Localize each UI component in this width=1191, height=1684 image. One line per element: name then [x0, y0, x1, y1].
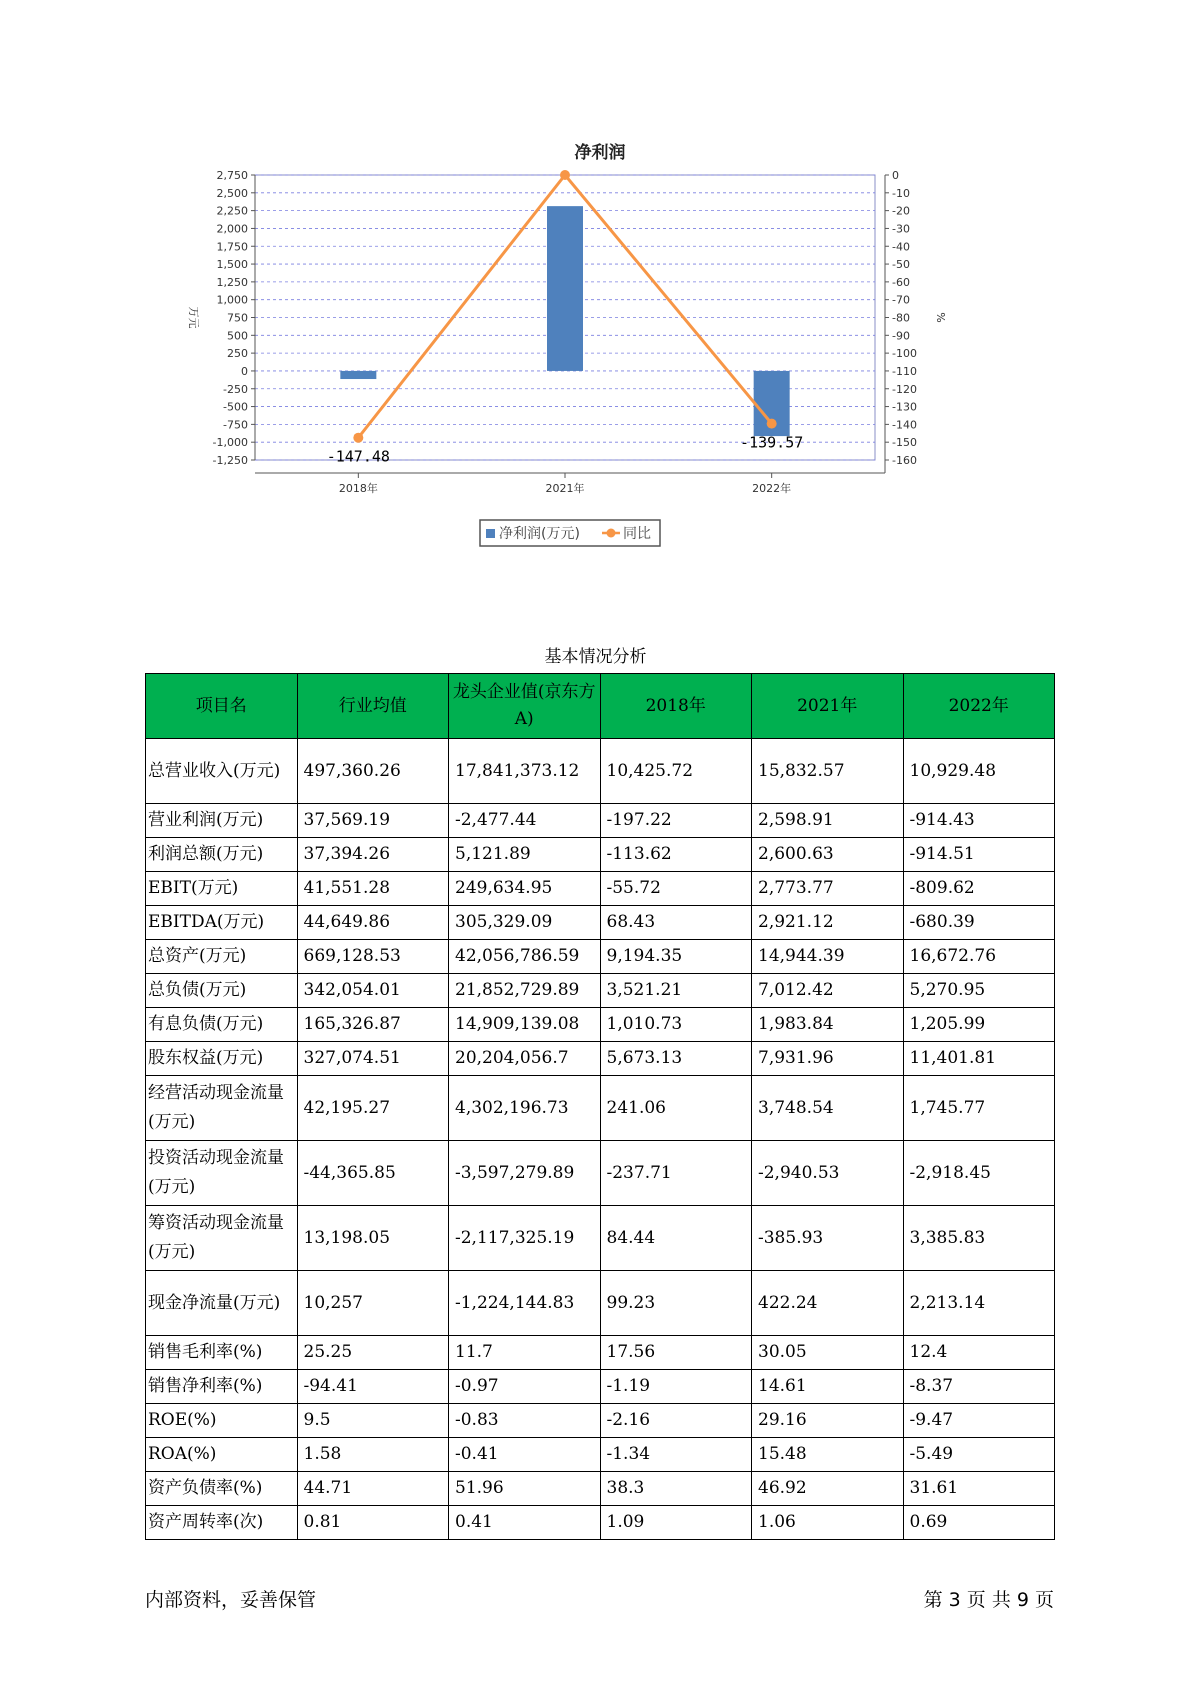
value-cell: -0.41: [449, 1438, 601, 1472]
value-cell: 305,329.09: [449, 906, 601, 940]
value-cell: 99.23: [600, 1271, 752, 1336]
basic-analysis-table: [145, 673, 1055, 1540]
y-tick-label: -1,000: [212, 436, 248, 450]
chart-legend: [480, 520, 660, 546]
header-2018: 2018年: [600, 674, 752, 739]
value-cell: 1,205.99: [903, 1008, 1055, 1042]
value-cell: 7,012.42: [752, 974, 904, 1008]
value-cell: 3,385.83: [903, 1206, 1055, 1271]
y2-tick-label: -70: [892, 293, 910, 307]
y2-tick-label: -50: [892, 258, 910, 272]
row-label-cell: 销售净利率(%): [146, 1370, 298, 1404]
value-cell: -1,224,144.83: [449, 1271, 601, 1336]
table-header-row: [146, 674, 1055, 739]
value-cell: 11,401.81: [903, 1042, 1055, 1076]
value-cell: 11.7: [449, 1336, 601, 1370]
table-row: [146, 1206, 1055, 1271]
y-tick-label: 1,750: [216, 240, 248, 254]
value-cell: 37,394.26: [297, 838, 449, 872]
table-row: [146, 1042, 1055, 1076]
value-cell: -385.93: [752, 1206, 904, 1271]
row-label-cell: 筹资活动现金流量(万元): [146, 1206, 298, 1271]
y-tick-label: 2,750: [216, 169, 248, 182]
header-industry-avg: 行业均值: [297, 674, 449, 739]
value-cell: 3,748.54: [752, 1076, 904, 1141]
value-cell: -55.72: [600, 872, 752, 906]
y-tick-label: 1,250: [216, 275, 248, 289]
footer-confidential: 内部资料，妥善保管: [145, 1589, 317, 1611]
legend-line-marker: [607, 529, 616, 538]
value-cell: -914.51: [903, 838, 1055, 872]
value-cell: 84.44: [600, 1206, 752, 1271]
y-tick-label: 2,250: [216, 204, 248, 218]
value-cell: 249,634.95: [449, 872, 601, 906]
value-cell: 10,257: [297, 1271, 449, 1336]
y-tick-label: -250: [223, 382, 248, 396]
table-row: [146, 1506, 1055, 1540]
legend-bar-swatch: [486, 529, 495, 538]
table-row: [146, 1271, 1055, 1336]
row-label-cell: ROE(%): [146, 1404, 298, 1438]
y2-tick-label: -150: [892, 436, 917, 450]
value-cell: 14.61: [752, 1370, 904, 1404]
y2-tick-label: -10: [892, 186, 910, 200]
value-cell: 37,569.19: [297, 804, 449, 838]
value-cell: -8.37: [903, 1370, 1055, 1404]
value-cell: 5,121.89: [449, 838, 601, 872]
y-tick-label: -1,250: [212, 454, 248, 467]
y-tick-label: 2,000: [216, 222, 248, 236]
yoy-data-label: -147.48: [326, 447, 390, 466]
table-row: [146, 1008, 1055, 1042]
y2-tick-label: -140: [892, 418, 917, 432]
value-cell: 1.06: [752, 1506, 904, 1540]
y2-tick-label: -90: [892, 329, 910, 343]
table-row: [146, 739, 1055, 804]
legend-line-label: 同比: [623, 526, 651, 542]
y2-tick-label: -80: [892, 311, 910, 325]
value-cell: 9.5: [297, 1404, 449, 1438]
y-axis-title: 万元: [187, 306, 200, 329]
value-cell: 30.05: [752, 1336, 904, 1370]
table-row: [146, 1438, 1055, 1472]
data-labels: [327, 434, 804, 466]
value-cell: 13,198.05: [297, 1206, 449, 1271]
value-cell: -809.62: [903, 872, 1055, 906]
row-label-cell: 资产周转率(次): [146, 1506, 298, 1540]
y2-tick-label: -60: [892, 275, 910, 289]
table-row: [146, 1141, 1055, 1206]
value-cell: 29.16: [752, 1404, 904, 1438]
row-label-cell: 经营活动现金流量(万元): [146, 1076, 298, 1141]
row-label-cell: 营业利润(万元): [146, 804, 298, 838]
value-cell: 327,074.51: [297, 1042, 449, 1076]
table-row: [146, 1404, 1055, 1438]
value-cell: -5.49: [903, 1438, 1055, 1472]
value-cell: 2,600.63: [752, 838, 904, 872]
table-row: [146, 1370, 1055, 1404]
table-row: [146, 872, 1055, 906]
y-tick-label: 750: [227, 311, 248, 325]
value-cell: -2,117,325.19: [449, 1206, 601, 1271]
y-tick-label: 2,500: [216, 186, 248, 200]
value-cell: 0.81: [297, 1506, 449, 1540]
value-cell: 10,929.48: [903, 739, 1055, 804]
y2-tick-label: -100: [892, 347, 917, 361]
bar-net-profit: [340, 371, 376, 379]
yoy-data-label: -139.57: [740, 433, 804, 452]
value-cell: 342,054.01: [297, 974, 449, 1008]
value-cell: 1,010.73: [600, 1008, 752, 1042]
value-cell: 10,425.72: [600, 739, 752, 804]
value-cell: 44,649.86: [297, 906, 449, 940]
value-cell: 669,128.53: [297, 940, 449, 974]
row-label-cell: 总负债(万元): [146, 974, 298, 1008]
y-tick-label: 500: [227, 329, 248, 343]
y2-axis-title: %: [934, 312, 947, 323]
value-cell: 4,302,196.73: [449, 1076, 601, 1141]
value-cell: 9,194.35: [600, 940, 752, 974]
value-cell: 51.96: [449, 1472, 601, 1506]
value-cell: -237.71: [600, 1141, 752, 1206]
value-cell: 2,598.91: [752, 804, 904, 838]
row-label-cell: EBITDA(万元): [146, 906, 298, 940]
value-cell: 15,832.57: [752, 739, 904, 804]
value-cell: 3,521.21: [600, 974, 752, 1008]
y2-tick-label: -160: [892, 454, 917, 467]
value-cell: -44,365.85: [297, 1141, 449, 1206]
value-cell: -3,597,279.89: [449, 1141, 601, 1206]
net-profit-chart: [180, 130, 980, 600]
value-cell: 5,673.13: [600, 1042, 752, 1076]
value-cell: -113.62: [600, 838, 752, 872]
y-tick-label: 0: [241, 364, 248, 378]
value-cell: 165,326.87: [297, 1008, 449, 1042]
table-row: [146, 838, 1055, 872]
row-label-cell: 股东权益(万元): [146, 1042, 298, 1076]
value-cell: -0.97: [449, 1370, 601, 1404]
row-label-cell: 投资活动现金流量(万元): [146, 1141, 298, 1206]
y2-tick-label: -20: [892, 204, 910, 218]
value-cell: 1,983.84: [752, 1008, 904, 1042]
y-tick-label: 250: [227, 347, 248, 361]
y-tick-label: 1,000: [216, 293, 248, 307]
value-cell: -2,940.53: [752, 1141, 904, 1206]
value-cell: 42,195.27: [297, 1076, 449, 1141]
header-leader-value: 龙头企业值(京东方A): [449, 674, 601, 739]
row-label-cell: 资产负债率(%): [146, 1472, 298, 1506]
value-cell: 1.09: [600, 1506, 752, 1540]
row-label-cell: 总资产(万元): [146, 940, 298, 974]
line-point-yoy: [560, 170, 570, 180]
y2-tick-label: -130: [892, 400, 917, 414]
table-row: [146, 906, 1055, 940]
line-point-yoy: [353, 433, 363, 443]
y-tick-label: 1,500: [216, 258, 248, 272]
y2-tick-label: 0: [892, 169, 899, 182]
value-cell: -680.39: [903, 906, 1055, 940]
value-cell: -914.43: [903, 804, 1055, 838]
table-row: [146, 974, 1055, 1008]
row-label-cell: 总营业收入(万元): [146, 739, 298, 804]
y-tick-label: -750: [223, 418, 248, 432]
row-label-cell: 现金净流量(万元): [146, 1271, 298, 1336]
y2-tick-label: -40: [892, 240, 910, 254]
value-cell: 422.24: [752, 1271, 904, 1336]
row-label-cell: 利润总额(万元): [146, 838, 298, 872]
value-cell: -1.34: [600, 1438, 752, 1472]
value-cell: 42,056,786.59: [449, 940, 601, 974]
value-cell: -0.83: [449, 1404, 601, 1438]
row-label-cell: EBIT(万元): [146, 872, 298, 906]
value-cell: 68.43: [600, 906, 752, 940]
value-cell: 2,921.12: [752, 906, 904, 940]
row-label-cell: ROA(%): [146, 1438, 298, 1472]
value-cell: 20,204,056.7: [449, 1042, 601, 1076]
value-cell: 38.3: [600, 1472, 752, 1506]
header-item-name: 项目名: [146, 674, 298, 739]
value-cell: 5,270.95: [903, 974, 1055, 1008]
header-2021: 2021年: [752, 674, 904, 739]
bar-net-profit: [547, 206, 583, 371]
value-cell: 17,841,373.12: [449, 739, 601, 804]
legend-bar-label: 净利润(万元): [499, 526, 580, 542]
table-row: [146, 804, 1055, 838]
x-tick-label: 2022年: [752, 482, 792, 495]
value-cell: 12.4: [903, 1336, 1055, 1370]
value-cell: -2,918.45: [903, 1141, 1055, 1206]
table-caption: 基本情况分析: [544, 647, 647, 667]
value-cell: 16,672.76: [903, 940, 1055, 974]
value-cell: 21,852,729.89: [449, 974, 601, 1008]
value-cell: 241.06: [600, 1076, 752, 1141]
value-cell: 0.41: [449, 1506, 601, 1540]
value-cell: -9.47: [903, 1404, 1055, 1438]
value-cell: 14,944.39: [752, 940, 904, 974]
y2-tick-label: -120: [892, 382, 917, 396]
y2-tick-label: -30: [892, 222, 910, 236]
table-row: [146, 1472, 1055, 1506]
table-row: [146, 940, 1055, 974]
value-cell: 14,909,139.08: [449, 1008, 601, 1042]
value-cell: 25.25: [297, 1336, 449, 1370]
footer-page-number: 第 3 页 共 9 页: [923, 1589, 1054, 1611]
header-2022: 2022年: [903, 674, 1055, 739]
value-cell: 1.58: [297, 1438, 449, 1472]
value-cell: 2,213.14: [903, 1271, 1055, 1336]
value-cell: -2.16: [600, 1404, 752, 1438]
value-cell: 2,773.77: [752, 872, 904, 906]
bar-series: [340, 206, 789, 436]
table-row: [146, 1336, 1055, 1370]
value-cell: -94.41: [297, 1370, 449, 1404]
value-cell: 44.71: [297, 1472, 449, 1506]
value-cell: 497,360.26: [297, 739, 449, 804]
row-label-cell: 有息负债(万元): [146, 1008, 298, 1042]
value-cell: 7,931.96: [752, 1042, 904, 1076]
chart-title: 净利润: [574, 143, 626, 163]
value-cell: 46.92: [752, 1472, 904, 1506]
row-label-cell: 销售毛利率(%): [146, 1336, 298, 1370]
value-cell: 31.61: [903, 1472, 1055, 1506]
y2-tick-label: -110: [892, 364, 917, 378]
y-tick-label: -500: [223, 400, 248, 414]
line-point-yoy: [767, 419, 777, 429]
value-cell: -197.22: [600, 804, 752, 838]
x-tick-label: 2018年: [338, 482, 378, 495]
value-cell: 41,551.28: [297, 872, 449, 906]
value-cell: -1.19: [600, 1370, 752, 1404]
value-cell: 17.56: [600, 1336, 752, 1370]
value-cell: -2,477.44: [449, 804, 601, 838]
value-cell: 1,745.77: [903, 1076, 1055, 1141]
x-tick-label: 2021年: [545, 482, 585, 495]
table-row: [146, 1076, 1055, 1141]
value-cell: 15.48: [752, 1438, 904, 1472]
value-cell: 0.69: [903, 1506, 1055, 1540]
